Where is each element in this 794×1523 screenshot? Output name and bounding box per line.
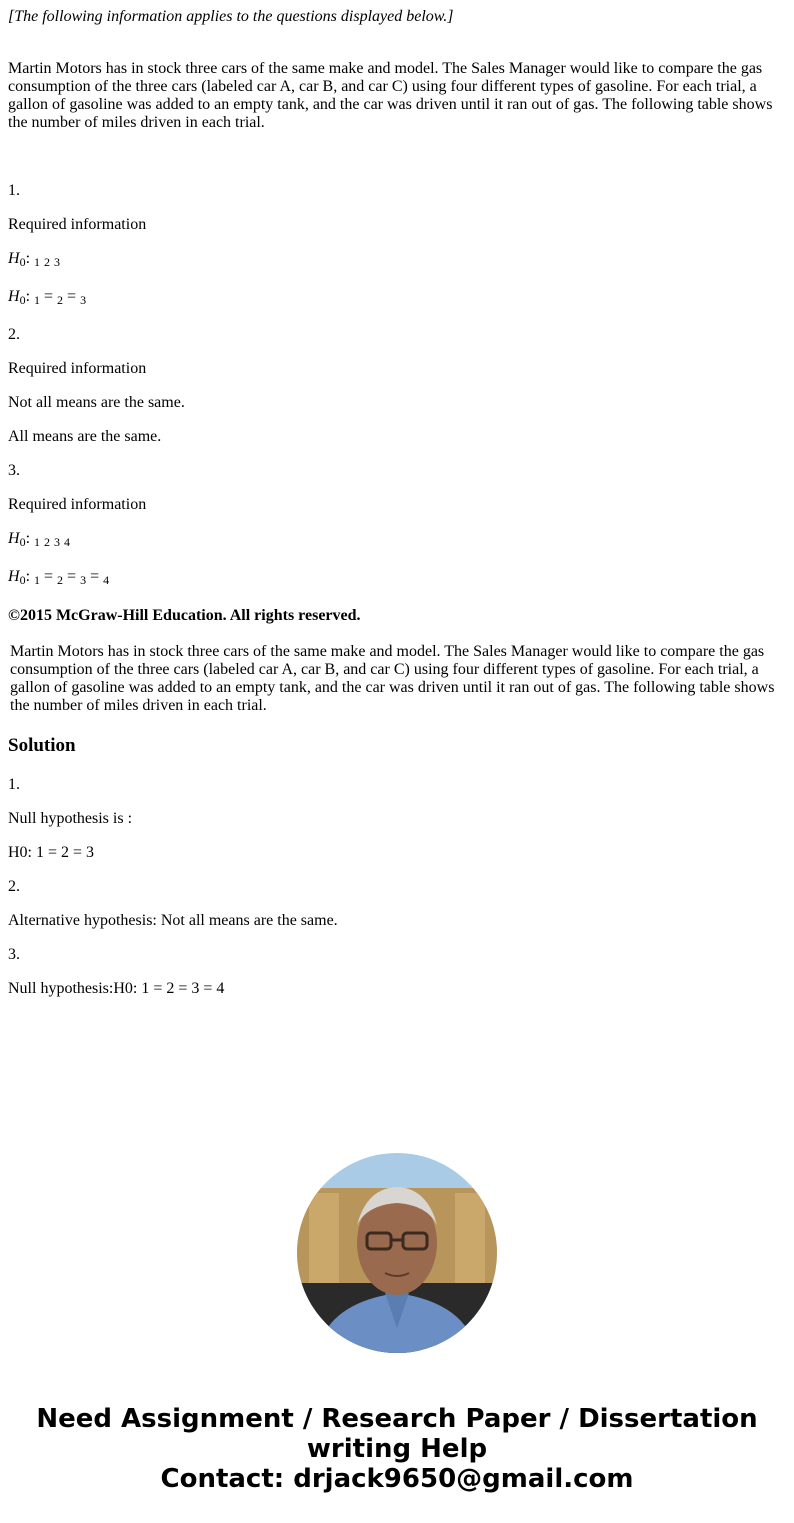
intro-note: [The following information applies to the questions displayed below.] (8, 8, 454, 25)
question-1-option-2[interactable]: $H_0$: $_1$ = $_2$ = $_3$ (8, 288, 87, 307)
solution-null-1: H0: 1 = 2 = 3 (8, 844, 95, 861)
solution-number-3: 3. (8, 946, 20, 963)
question-2-required: Required information (8, 360, 147, 377)
footer-line-2: writing Help (306, 1434, 488, 1464)
question-1-option-1[interactable]: $H_0$: $_1$ $_2$ $_3$ (8, 250, 61, 269)
scenario-text: Martin Motors has in stock three cars of the same make and model. The Sales Manager would like to compare the gas consumption of the three cars (labeled car A, car B, and car C) using four different types of gasoline. For each trial, a gallon of gasoline was added to an empty tank, and the car was driven until it ran out of gas. The following table shows the number of miles driven in each trial. (8, 60, 773, 131)
avatar-portrait (297, 1153, 497, 1353)
question-2-option-1[interactable]: Not all means are the same. (8, 394, 185, 411)
footer-contact[interactable]: Contact: drjack9650@gmail.com (160, 1464, 634, 1494)
solution-null-3: Null hypothesis:H0: 1 = 2 = 3 = 4 (8, 980, 225, 997)
question-3-option-2[interactable]: $H_0$: $_1$ = $_2$ = $_3$ = $_4$ (8, 568, 110, 587)
footer-ad (0, 1404, 794, 1494)
repeat-scenario-text: Martin Motors has in stock three cars of the same make and model. The Sales Manager would like to compare the gas consumption of the three cars (labeled car A, car B, and car C) using four different types of gasoline. For each trial, a gallon of gasoline was added to an empty tank, and the car was driven until it ran out of gas. The following table shows the number of miles driven in each trial. (10, 643, 775, 714)
question-1-number: 1. (8, 182, 20, 199)
question-2-number: 2. (8, 326, 20, 343)
question-1-required: Required information (8, 216, 147, 233)
solution-null-label: Null hypothesis is : (8, 810, 133, 827)
question-3-required: Required information (8, 496, 147, 513)
solution-heading: Solution (8, 735, 76, 756)
footer-line-1: Need Assignment / Research Paper / Dissertation (36, 1404, 758, 1434)
question-3-option-1[interactable]: $H_0$: $_1$ $_2$ $_3$ $_4$ (8, 530, 71, 549)
solution-number-2: 2. (8, 878, 20, 895)
question-2-option-2[interactable]: All means are the same. (8, 428, 162, 445)
copyright-notice: ©2015 McGraw-Hill Education. All rights reserved. (8, 607, 361, 624)
question-3-number: 3. (8, 462, 20, 479)
solution-number-1: 1. (8, 776, 20, 793)
author-avatar (297, 1153, 497, 1353)
solution-alternative: Alternative hypothesis: Not all means are the same. (8, 912, 338, 929)
